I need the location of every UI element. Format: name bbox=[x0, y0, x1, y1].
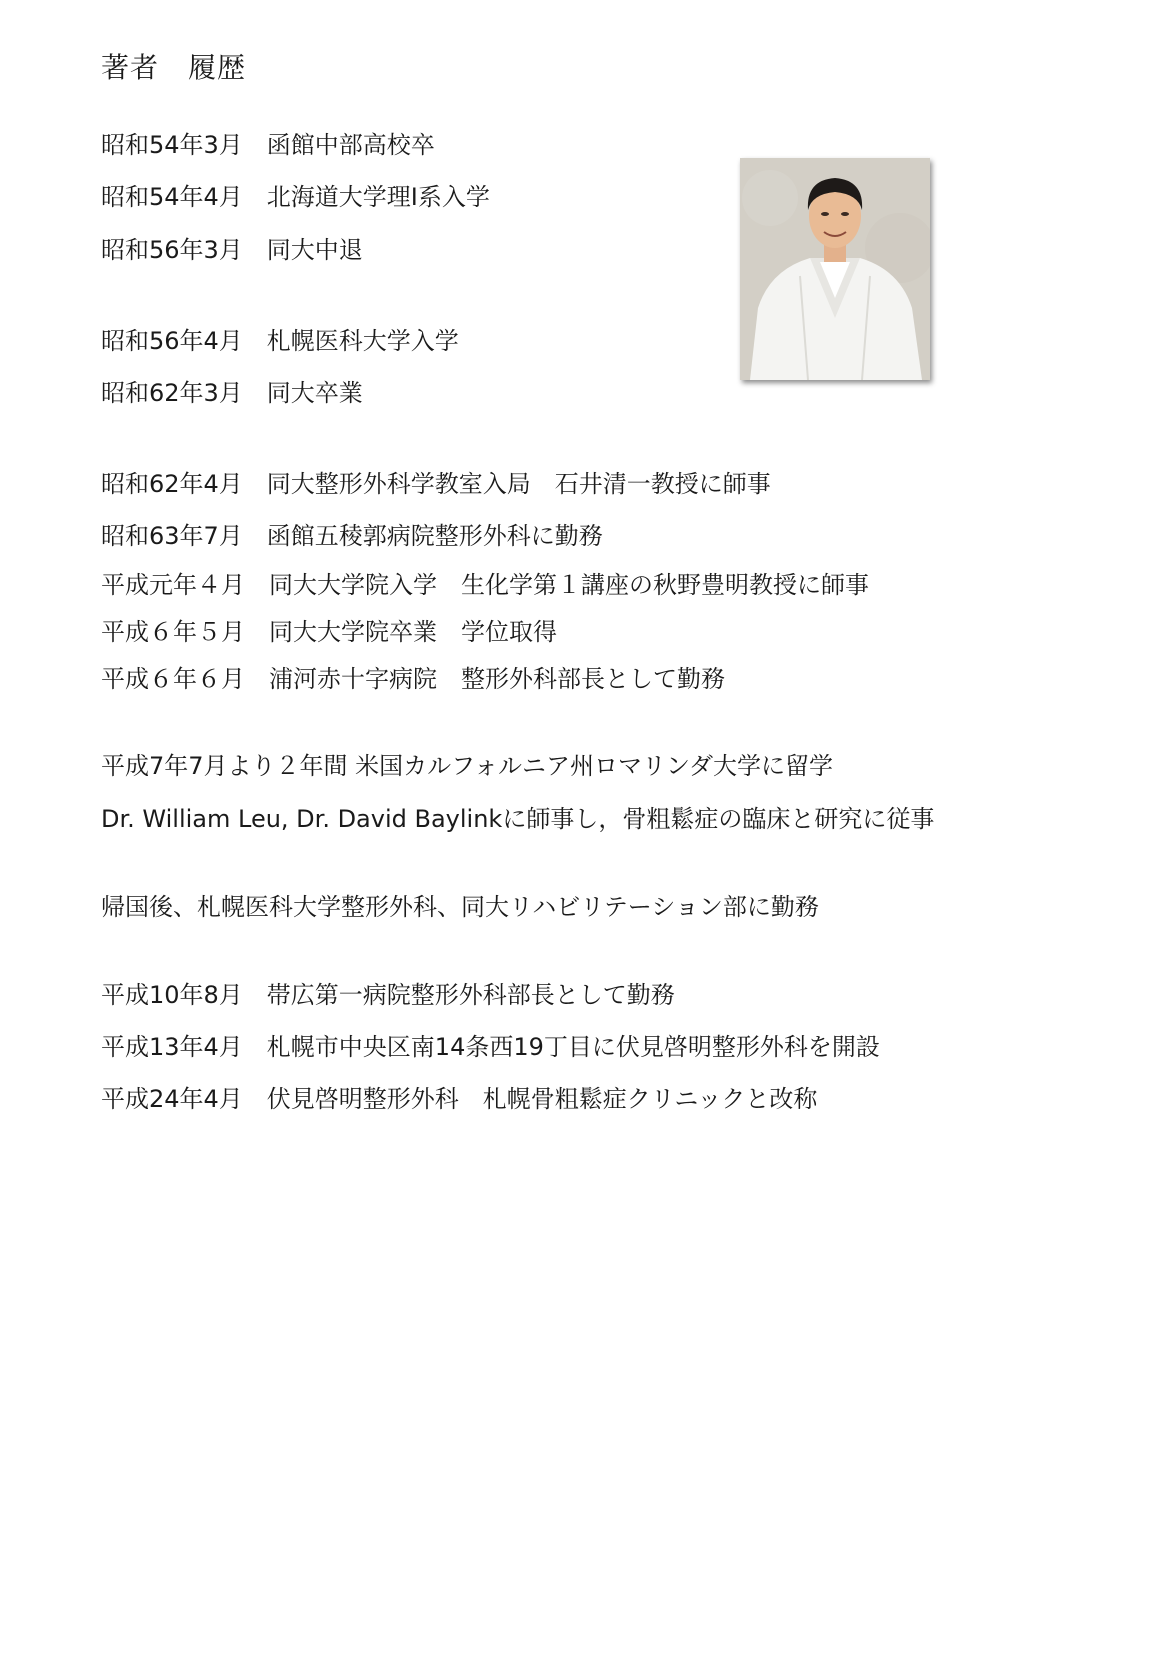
history-line: 平成24年4月 伏見啓明整形外科 札幌骨粗鬆症クリニックと改称 bbox=[101, 1085, 818, 1113]
history-line: 平成10年8月 帯広第一病院整形外科部長として勤務 bbox=[101, 981, 675, 1009]
page-title: 著者 履歴 bbox=[101, 51, 247, 84]
history-line: 昭和62年4月 同大整形外科学教室入局 石井清一教授に師事 bbox=[101, 470, 771, 498]
author-photo bbox=[740, 158, 930, 380]
portrait-illustration bbox=[740, 158, 930, 380]
history-line: Dr. William Leu, Dr. David Baylinkに師事し，骨粗鬆症の臨床と研究に従事 bbox=[101, 805, 935, 833]
history-line: 昭和62年3月 同大卒業 bbox=[101, 379, 363, 407]
history-line: 帰国後、札幌医科大学整形外科、同大リハビリテーション部に勤務 bbox=[101, 893, 819, 921]
history-line: 昭和56年4月 札幌医科大学入学 bbox=[101, 327, 459, 355]
history-line: 平成元年４月 同大大学院入学 生化学第１講座の秋野豊明教授に師事 bbox=[101, 571, 869, 599]
history-line: 平成６年６月 浦河赤十字病院 整形外科部長として勤務 bbox=[101, 665, 725, 693]
history-line: 平成13年4月 札幌市中央区南14条西19丁目に伏見啓明整形外科を開設 bbox=[101, 1033, 880, 1061]
history-line: 平成６年５月 同大大学院卒業 学位取得 bbox=[101, 618, 557, 646]
history-line: 昭和56年3月 同大中退 bbox=[101, 236, 363, 264]
history-line: 昭和54年3月 函館中部高校卒 bbox=[101, 131, 435, 159]
history-line: 昭和63年7月 函館五稜郭病院整形外科に勤務 bbox=[101, 522, 603, 550]
history-line: 平成7年7月より２年間 米国カルフォルニア州ロマリンダ大学に留学 bbox=[101, 752, 834, 780]
history-line: 昭和54年4月 北海道大学理Ⅰ系入学 bbox=[101, 183, 490, 211]
